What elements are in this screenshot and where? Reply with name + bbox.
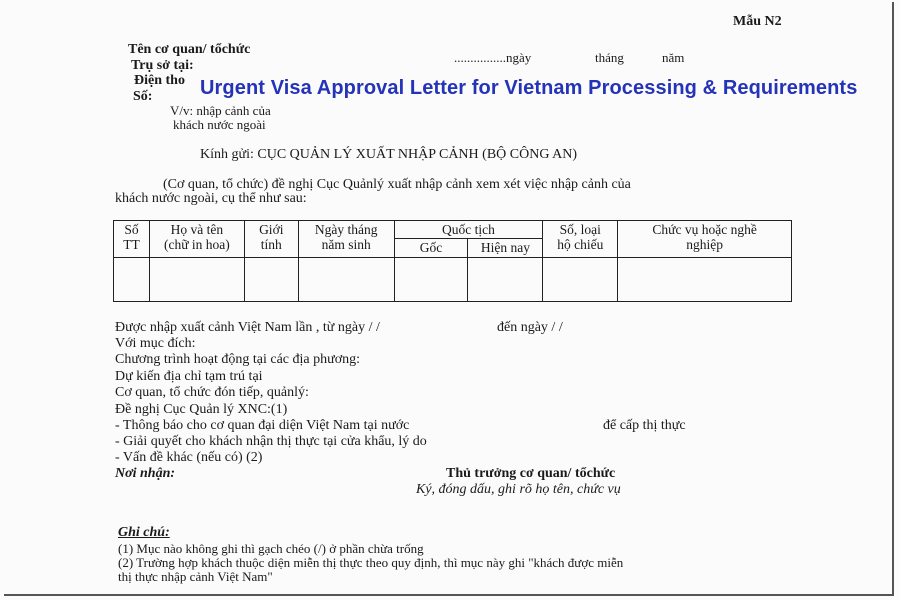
note-1: (1) Mục nào không ghi thì gạch chéo (/) ở phần chừa trống: [118, 541, 424, 556]
entry-line: Được nhập xuất cảnh Việt Nam lần , từ ngày / /: [115, 320, 380, 335]
subject-line-2: khách nước ngoài: [173, 117, 266, 132]
note-2-line-2: thị thực nhập cảnh Việt Nam": [118, 569, 273, 584]
header-name: Họ và tên (chữ in hoa): [149, 221, 244, 258]
cell-empty: [298, 258, 394, 302]
note-2-line-1: (2) Trường hợp khách thuộc diện miễn thị thực theo quy định, thì mục này ghi "khách được miễn: [118, 555, 624, 570]
date-month: tháng: [595, 50, 624, 65]
request-line: Đề nghị Cục Quản lý XNC:(1): [115, 402, 288, 417]
request-item-1: - Thông báo cho cơ quan đại diện Việt Nam tại nước: [115, 418, 410, 433]
number-label: Số:: [133, 89, 153, 104]
form-code: Mẫu N2: [733, 14, 782, 29]
program-line: Chương trình hoạt động tại các địa phương:: [115, 352, 360, 367]
header-nationality-origin: Gốc: [394, 239, 468, 258]
header-dob: Ngày tháng năm sinh: [298, 221, 394, 258]
purpose-line: Với mục đích:: [115, 336, 196, 351]
intro-line-1: (Cơ quan, tổ chức) đề nghị Cục Quảnlý xuất nhập cảnh xem xét việc nhập cảnh của: [163, 177, 631, 192]
overlay-title: Urgent Visa Approval Letter for Vietnam Processing & Requirements: [200, 77, 858, 99]
address-line: Dự kiến địa chỉ tạm trú tại: [115, 369, 263, 384]
request-item-2: - Giải quyết cho khách nhận thị thực tại cửa khẩu, lý do: [115, 434, 427, 449]
cell-empty: [114, 258, 150, 302]
request-item-3: - Vấn đề khác (nếu có) (2): [115, 450, 263, 465]
header-nationality-current: Hiện nay: [468, 239, 543, 258]
header-nationality: Quốc tịch: [394, 221, 543, 239]
header-passport: Số, loại hộ chiếu: [543, 221, 618, 258]
header-occupation: Chức vụ hoặc nghề nghiệp: [618, 221, 792, 258]
phone-label: Điện tho: [134, 73, 185, 88]
cell-empty: [618, 258, 792, 302]
request-item-1-right: để cấp thị thực: [603, 418, 686, 433]
recipients-label: Nơi nhận:: [115, 466, 176, 481]
recipient-line: Kính gửi: CỤC QUẢN LÝ XUẤT NHẬP CẢNH (BỘ CÔNG AN): [200, 147, 578, 162]
signature-note: Ký, đóng dấu, ghi rõ họ tên, chức vụ: [416, 482, 621, 497]
cell-empty: [244, 258, 298, 302]
intro-line-2: khách nước ngoài, cụ thể như sau:: [115, 191, 307, 206]
table-header-row: [114, 221, 792, 239]
host-line: Cơ quan, tổ chức đón tiếp, quảnlý:: [115, 385, 309, 400]
cell-empty: [543, 258, 618, 302]
head-title: Thủ trưởng cơ quan/ tổchức: [446, 466, 616, 481]
table-row: [114, 258, 792, 302]
header-no: Số TT: [114, 221, 150, 258]
entry-to: đến ngày / /: [497, 320, 563, 335]
notes-title: Ghi chú:: [118, 525, 170, 540]
header-sex: Giới tính: [244, 221, 298, 258]
date-day: ................ngày: [454, 50, 532, 65]
cell-empty: [468, 258, 543, 302]
address-label: Trụ sở tại:: [131, 58, 194, 73]
subject-line-1: V/v: nhập cảnh của: [170, 103, 271, 118]
cell-empty: [394, 258, 468, 302]
org-name-label: Tên cơ quan/ tổchức: [128, 42, 251, 57]
cell-empty: [149, 258, 244, 302]
guest-table: [113, 220, 792, 302]
date-year: năm: [662, 50, 685, 65]
